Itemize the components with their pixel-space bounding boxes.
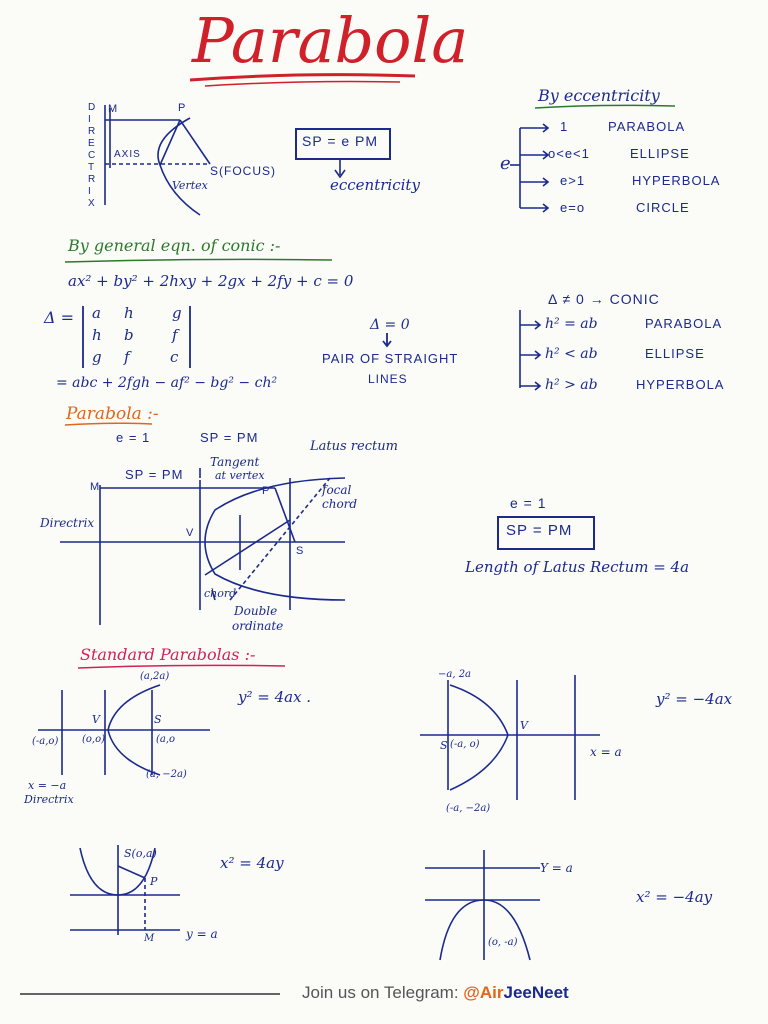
p2-bottom-point: (-a, −2a) (446, 803, 491, 814)
sp-pm-inner: SP = PM (125, 467, 184, 482)
e-equals-1: e = 1 (116, 430, 151, 445)
p1-equation: y² = 4ax . (238, 688, 312, 706)
p1-directrix: Directrix (24, 793, 74, 806)
directrix-label: Directrix (40, 516, 95, 530)
directrix-letter: E (88, 138, 96, 149)
ecc-cond: o<e<1 (548, 146, 590, 161)
directrix-letter: D (88, 102, 97, 113)
p3-equation: x² = 4ay (220, 854, 284, 872)
case-name: PARABOLA (645, 316, 723, 331)
p1-v: V (92, 713, 100, 726)
footer-at[interactable]: @ (463, 983, 480, 1002)
case-cond: h² < ab (545, 346, 598, 362)
point-p-label: P (178, 102, 187, 114)
focal-label: focal (322, 483, 352, 497)
ecc-name: ELLIPSE (630, 146, 690, 161)
p3-focus: S(o,a) (124, 847, 157, 860)
m-label: M (90, 481, 101, 493)
p1-top-point: (a,2a) (140, 671, 170, 682)
p4-focus: (o, -a) (488, 937, 518, 948)
delta-nonzero: Δ ≠ 0 → CONIC (548, 291, 660, 307)
ecc-name: PARABOLA (608, 119, 686, 134)
p3-m: M (144, 933, 155, 944)
case-cond: h² = ab (545, 316, 598, 332)
sp-epm-formula: SP = e PM (302, 133, 379, 149)
latus-rectum-label: Latus rectum (310, 439, 398, 454)
p2-x-eq: x = a (590, 745, 622, 759)
right-e-equals-1: e = 1 (510, 495, 547, 511)
tangent-label: Tangent (210, 455, 260, 469)
axis-label: AXIS (114, 149, 141, 160)
matrix-cell: c (170, 348, 179, 366)
p2-s: S (440, 739, 448, 752)
p4-y-eq: Y = a (540, 861, 573, 875)
chord-label: chord (204, 587, 237, 600)
focus-label: S(FOCUS) (210, 164, 276, 178)
p1-bottom-point: (a, −2a) (146, 769, 187, 780)
p1-neg-a: (-a,o) (32, 736, 59, 747)
matrix-cell: b (124, 326, 134, 344)
sp-pm-top: SP = PM (200, 430, 259, 445)
ordinate-label: ordinate (232, 619, 284, 633)
footer-jeeneet[interactable]: JeeNeet (503, 983, 569, 1002)
directrix-letter: C (88, 150, 97, 161)
p2-equation: y² = −4ax (656, 690, 733, 708)
p4-equation: x² = −4ay (636, 888, 713, 906)
v-label: V (186, 527, 195, 539)
double-label: Double (234, 604, 278, 618)
vertex-label: Vertex (172, 179, 208, 192)
point-m-label: M (108, 103, 119, 115)
directrix-letter: R (88, 174, 97, 185)
directrix-letter: I (88, 186, 92, 197)
p2-v: V (520, 719, 528, 732)
directrix-letter: R (88, 126, 97, 137)
lines-word: LINES (368, 372, 408, 386)
ecc-name: HYPERBOLA (632, 173, 721, 188)
p2-focus: (-a, o) (450, 739, 480, 750)
p-label: P (262, 485, 271, 497)
directrix-letter: I (88, 114, 92, 125)
pair-straight-lines: PAIR OF STRAIGHT (322, 351, 459, 366)
directrix-letter: T (88, 162, 96, 173)
matrix-cell: g (172, 304, 182, 322)
p1-origin: (o,o) (82, 734, 106, 745)
delta-label: Δ = (44, 308, 75, 327)
ecc-cond: 1 (560, 119, 569, 134)
footer-telegram (302, 984, 569, 1001)
matrix-cell: f (124, 348, 130, 366)
e-symbol: e (500, 153, 511, 174)
ecc-cond: e>1 (560, 173, 586, 188)
conic-heading: By general eqn. of conic :- (68, 236, 281, 255)
p1-x-eq: x = −a (28, 779, 67, 792)
standard-heading: Standard Parabolas :- (80, 645, 256, 664)
latus-rectum-length: Length of Latus Rectum = 4a (465, 558, 690, 576)
matrix-cell: h (92, 326, 102, 344)
footer-prefix: Join us on Telegram: (302, 983, 464, 1002)
matrix-cell: g (92, 348, 102, 366)
p1-focus: (a,o (156, 734, 176, 745)
chord-label-right: chord (322, 497, 358, 511)
case-name: HYPERBOLA (636, 377, 725, 392)
matrix-cell: h (124, 304, 134, 322)
p2-top-point: −a, 2a (438, 669, 472, 680)
case-cond: h² > ab (545, 377, 598, 393)
footer-air[interactable]: Air (479, 983, 504, 1002)
eccentricity-heading: By eccentricity (538, 86, 660, 105)
matrix-cell: a (92, 304, 101, 322)
at-vertex-label: at vertex (215, 469, 265, 482)
parabola-heading: Parabola :- (66, 404, 159, 424)
sp-pm-boxed: SP = PM (506, 522, 573, 539)
s-label: S (296, 545, 305, 557)
conic-equation: ax² + by² + 2hxy + 2gx + 2fy + c = 0 (68, 272, 354, 290)
determinant-expansion: = abc + 2fgh − af² − bg² − ch² (56, 375, 278, 391)
eccentricity-word: eccentricity (330, 176, 420, 194)
p3-p: P (150, 875, 158, 888)
case-name: ELLIPSE (645, 346, 705, 361)
page-title: Parabola (192, 4, 469, 77)
ecc-name: CIRCLE (636, 200, 690, 215)
p3-y-eq: y = a (186, 927, 218, 941)
p1-s: S (154, 713, 162, 726)
directrix-letter: X (88, 198, 96, 209)
matrix-cell: f (172, 326, 178, 344)
ecc-cond: e=o (560, 200, 586, 215)
delta-zero: Δ = 0 (370, 317, 410, 333)
